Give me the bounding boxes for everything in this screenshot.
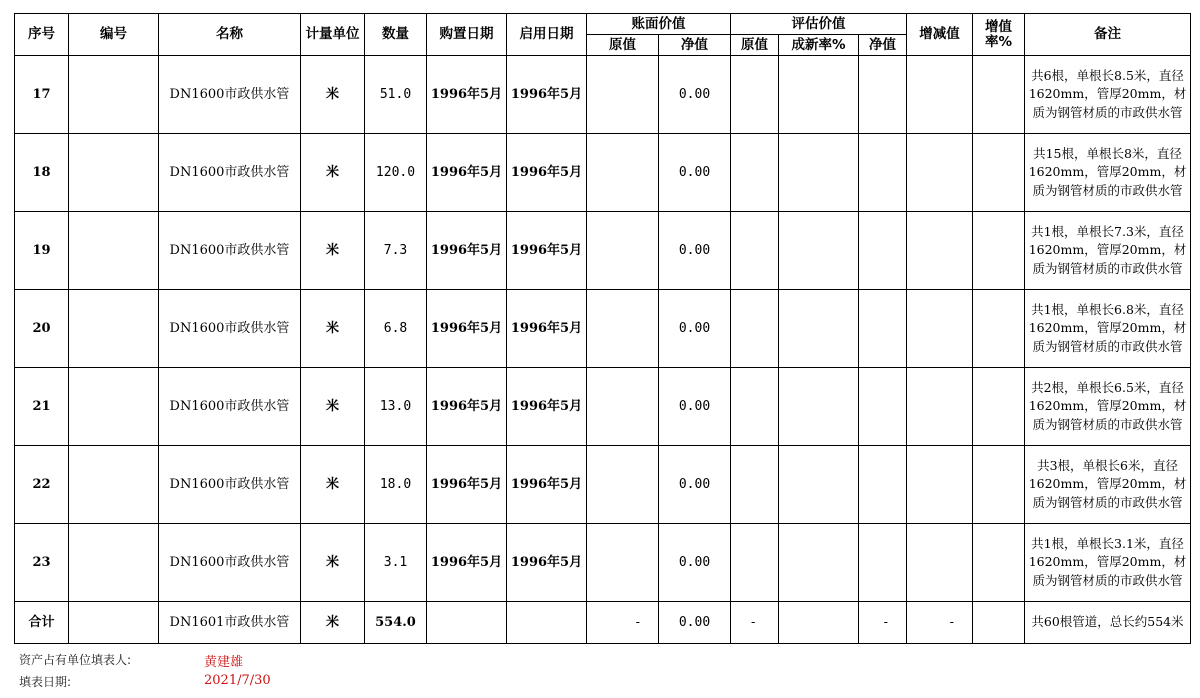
total-name: DN1601市政供水管: [159, 602, 301, 644]
cell-change: [907, 212, 973, 290]
table-row: [15, 56, 1191, 134]
cell-change-rate: [973, 368, 1025, 446]
cell-unit: 米: [301, 56, 365, 134]
cell-unit: 米: [301, 524, 365, 602]
table-row: [15, 446, 1191, 524]
date-value: 2021/7/30: [204, 673, 271, 688]
cell-book-original: [587, 290, 659, 368]
cell-eval-rate: [779, 368, 859, 446]
cell-eval-rate: [779, 446, 859, 524]
col-change-header: 增减值: [907, 14, 973, 56]
cell-remark: 共1根，单根长6.8米，直径1620mm，管厚20mm，材质为钢管材质的市政供水管: [1025, 290, 1191, 368]
cell-name: DN1600市政供水管: [159, 212, 301, 290]
col-eval-rate-header: 成新率%: [779, 35, 859, 56]
cell-name: DN1600市政供水管: [159, 290, 301, 368]
cell-remark: 共2根，单根长6.5米，直径1620mm，管厚20mm，材质为钢管材质的市政供水管: [1025, 368, 1191, 446]
cell-eval-net: [859, 446, 907, 524]
footer-preparer: [19, 651, 244, 670]
cell-change-rate: [973, 290, 1025, 368]
cell-code: [69, 368, 159, 446]
cell-qty: 120.0: [365, 134, 427, 212]
col-name-header: 名称: [159, 14, 301, 56]
col-qty-header: 数量: [365, 14, 427, 56]
col-seq-header: 序号: [15, 14, 69, 56]
cell-start-date: 1996年5月: [507, 446, 587, 524]
cell-eval-rate: [779, 56, 859, 134]
cell-eval-original: [731, 524, 779, 602]
cell-change: [907, 56, 973, 134]
cell-eval-rate: [779, 134, 859, 212]
total-start-date: [507, 602, 587, 644]
cell-eval-net: [859, 212, 907, 290]
asset-valuation-table: [14, 13, 1191, 644]
cell-remark: 共6根，单根长8.5米，直径1620mm，管厚20mm，材质为钢管材质的市政供水管: [1025, 56, 1191, 134]
cell-eval-original: [731, 290, 779, 368]
total-unit: 米: [301, 602, 365, 644]
col-book-value-header: 账面价值: [587, 14, 731, 35]
cell-eval-net: [859, 134, 907, 212]
cell-change: [907, 446, 973, 524]
preparer-name: 黄建雄: [204, 655, 244, 670]
cell-start-date: 1996年5月: [507, 212, 587, 290]
col-book-net-header: 净值: [659, 35, 731, 56]
cell-seq: 19: [15, 212, 69, 290]
total-book-net: 0.00: [659, 602, 731, 644]
cell-seq: 17: [15, 56, 69, 134]
cell-start-date: 1996年5月: [507, 134, 587, 212]
cell-eval-original: [731, 368, 779, 446]
cell-remark: 共3根，单根长6米，直径1620mm，管厚20mm，材质为钢管材质的市政供水管: [1025, 446, 1191, 524]
cell-eval-net: [859, 368, 907, 446]
cell-purchase-date: 1996年5月: [427, 56, 507, 134]
cell-name: DN1600市政供水管: [159, 446, 301, 524]
cell-remark: 共1根，单根长7.3米，直径1620mm，管厚20mm，材质为钢管材质的市政供水管: [1025, 212, 1191, 290]
cell-change: [907, 524, 973, 602]
cell-purchase-date: 1996年5月: [427, 212, 507, 290]
total-code: [69, 602, 159, 644]
cell-name: DN1600市政供水管: [159, 368, 301, 446]
cell-qty: 13.0: [365, 368, 427, 446]
cell-change-rate: [973, 56, 1025, 134]
cell-start-date: 1996年5月: [507, 368, 587, 446]
cell-start-date: 1996年5月: [507, 524, 587, 602]
cell-eval-net: [859, 524, 907, 602]
total-remark: 共60根管道，总长约554米: [1025, 602, 1191, 644]
cell-change: [907, 368, 973, 446]
cell-remark: 共1根，单根长3.1米，直径1620mm，管厚20mm，材质为钢管材质的市政供水管: [1025, 524, 1191, 602]
footer-date: [19, 673, 271, 690]
total-change: -: [907, 602, 973, 644]
cell-eval-original: [731, 446, 779, 524]
cell-book-original: [587, 446, 659, 524]
asset-table-sheet: [14, 13, 1191, 644]
col-purchase-date-header: 购置日期: [427, 14, 507, 56]
cell-code: [69, 524, 159, 602]
cell-book-net: 0.00: [659, 368, 731, 446]
cell-book-original: [587, 56, 659, 134]
col-code-header: 编号: [69, 14, 159, 56]
cell-change-rate: [973, 212, 1025, 290]
cell-seq: 18: [15, 134, 69, 212]
cell-eval-rate: [779, 524, 859, 602]
cell-qty: 7.3: [365, 212, 427, 290]
total-purchase-date: [427, 602, 507, 644]
total-eval-original: -: [731, 602, 779, 644]
col-eval-value-header: 评估价值: [731, 14, 907, 35]
cell-change-rate: [973, 134, 1025, 212]
cell-book-original: [587, 212, 659, 290]
cell-book-original: [587, 524, 659, 602]
cell-change: [907, 134, 973, 212]
cell-code: [69, 290, 159, 368]
cell-qty: 6.8: [365, 290, 427, 368]
col-start-date-header: 启用日期: [507, 14, 587, 56]
cell-start-date: 1996年5月: [507, 56, 587, 134]
cell-name: DN1600市政供水管: [159, 524, 301, 602]
cell-book-original: [587, 368, 659, 446]
cell-seq: 21: [15, 368, 69, 446]
col-remark-header: 备注: [1025, 14, 1191, 56]
cell-unit: 米: [301, 134, 365, 212]
cell-purchase-date: 1996年5月: [427, 368, 507, 446]
cell-start-date: 1996年5月: [507, 290, 587, 368]
cell-purchase-date: 1996年5月: [427, 134, 507, 212]
cell-unit: 米: [301, 446, 365, 524]
cell-eval-original: [731, 134, 779, 212]
header-row-top: [15, 14, 1191, 35]
cell-seq: 20: [15, 290, 69, 368]
cell-code: [69, 212, 159, 290]
col-eval-original-header: 原值: [731, 35, 779, 56]
cell-remark: 共15根，单根长8米，直径1620mm，管厚20mm，材质为钢管材质的市政供水管: [1025, 134, 1191, 212]
cell-code: [69, 134, 159, 212]
cell-book-net: 0.00: [659, 290, 731, 368]
cell-qty: 18.0: [365, 446, 427, 524]
cell-purchase-date: 1996年5月: [427, 446, 507, 524]
cell-eval-original: [731, 56, 779, 134]
cell-book-net: 0.00: [659, 446, 731, 524]
date-label: 填表日期:: [19, 675, 72, 689]
total-qty: 554.0: [365, 602, 427, 644]
total-row: [15, 602, 1191, 644]
cell-name: DN1600市政供水管: [159, 134, 301, 212]
cell-purchase-date: 1996年5月: [427, 290, 507, 368]
cell-code: [69, 446, 159, 524]
table-row: [15, 212, 1191, 290]
table-row: [15, 524, 1191, 602]
cell-book-net: 0.00: [659, 134, 731, 212]
cell-eval-rate: [779, 290, 859, 368]
cell-unit: 米: [301, 368, 365, 446]
cell-change-rate: [973, 524, 1025, 602]
table-row: [15, 134, 1191, 212]
total-eval-net: -: [859, 602, 907, 644]
cell-book-net: 0.00: [659, 56, 731, 134]
col-unit-header: 计量单位: [301, 14, 365, 56]
table-row: [15, 368, 1191, 446]
cell-unit: 米: [301, 290, 365, 368]
total-eval-rate: [779, 602, 859, 644]
cell-eval-original: [731, 212, 779, 290]
cell-change: [907, 290, 973, 368]
cell-change-rate: [973, 446, 1025, 524]
cell-qty: 51.0: [365, 56, 427, 134]
cell-book-net: 0.00: [659, 212, 731, 290]
col-eval-net-header: 净值: [859, 35, 907, 56]
cell-eval-rate: [779, 212, 859, 290]
cell-eval-net: [859, 56, 907, 134]
col-change-rate-header: 增值率%: [973, 14, 1025, 56]
cell-seq: 22: [15, 446, 69, 524]
total-book-original: -: [587, 602, 659, 644]
total-change-rate: [973, 602, 1025, 644]
cell-book-original: [587, 134, 659, 212]
table-row: [15, 290, 1191, 368]
preparer-label: 资产占有单位填表人:: [19, 653, 132, 667]
cell-name: DN1600市政供水管: [159, 56, 301, 134]
cell-qty: 3.1: [365, 524, 427, 602]
cell-eval-net: [859, 290, 907, 368]
cell-book-net: 0.00: [659, 524, 731, 602]
cell-code: [69, 56, 159, 134]
cell-unit: 米: [301, 212, 365, 290]
cell-seq: 23: [15, 524, 69, 602]
col-book-original-header: 原值: [587, 35, 659, 56]
total-label: 合计: [15, 602, 69, 644]
cell-purchase-date: 1996年5月: [427, 524, 507, 602]
